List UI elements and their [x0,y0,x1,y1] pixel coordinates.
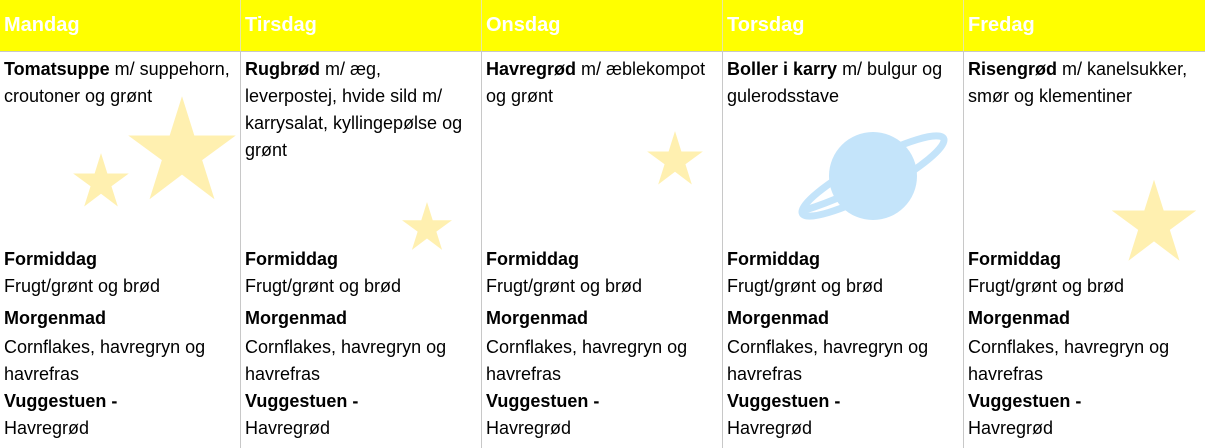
vuggestuen-title: Vuggestuen - [727,391,841,411]
formiddag-text: Frugt/grønt og brød [486,276,643,296]
morgenmad-title: Morgenmad [486,308,589,328]
formiddag-text: Frugt/grønt og brød [727,276,884,296]
formiddag-text: Frugt/grønt og brød [245,276,402,296]
morgenmad-text: Cornflakes, havregryn og havrefras [727,337,929,384]
formiddag-text: Frugt/grønt og brød [4,276,161,296]
morgenmad-text: Cornflakes, havregryn og havrefras [486,337,688,384]
lunch-text: Havregrød m/ æblekompot og grønt [486,59,706,106]
formiddag-title: Formiddag [245,249,338,269]
vuggestuen-text: Havregrød [727,418,813,438]
day-column-tirsdag [241,51,482,448]
lunch-text: Boller i karry m/ bulgur og gulerodsstave [727,59,943,106]
morgenmad-title: Morgenmad [4,308,107,328]
day-column-fredag [964,51,1205,448]
morgenmad-text: Cornflakes, havregryn og havrefras [245,337,447,384]
formiddag-title: Formiddag [727,249,820,269]
morgenmad-title: Morgenmad [245,308,348,328]
morgenmad-text: Cornflakes, havregryn og havrefras [4,337,206,384]
formiddag-title: Formiddag [4,249,97,269]
vuggestuen-text: Havregrød [4,418,90,438]
day-header-mandag: Mandag [0,0,241,51]
day-column-onsdag [482,51,723,448]
vuggestuen-text: Havregrød [968,418,1054,438]
vuggestuen-title: Vuggestuen - [4,391,118,411]
formiddag-title: Formiddag [968,249,1061,269]
day-header-torsdag: Torsdag [723,0,964,51]
lunch-text: Risengrød m/ kanelsukker, smør og klementiner [968,59,1188,106]
lunch-text: Rugbrød m/ æg, leverpostej, hvide sild m/ karrysalat, kyllingepølse og grønt [245,59,463,160]
morgenmad-text: Cornflakes, havregryn og havrefras [968,337,1170,384]
vuggestuen-title: Vuggestuen - [486,391,600,411]
day-column-torsdag [723,51,964,448]
vuggestuen-text: Havregrød [486,418,572,438]
lunch-text: Tomatsuppe m/ suppehorn, croutoner og grønt [4,59,230,106]
day-header-tirsdag: Tirsdag [241,0,482,51]
day-header-fredag: Fredag [964,0,1205,51]
formiddag-title: Formiddag [486,249,579,269]
formiddag-text: Frugt/grønt og brød [968,276,1125,296]
day-column-mandag [0,51,241,448]
morgenmad-title: Morgenmad [968,308,1071,328]
day-header-onsdag: Onsdag [482,0,723,51]
vuggestuen-text: Havregrød [245,418,331,438]
vuggestuen-title: Vuggestuen - [968,391,1082,411]
vuggestuen-title: Vuggestuen - [245,391,359,411]
morgenmad-title: Morgenmad [727,308,830,328]
